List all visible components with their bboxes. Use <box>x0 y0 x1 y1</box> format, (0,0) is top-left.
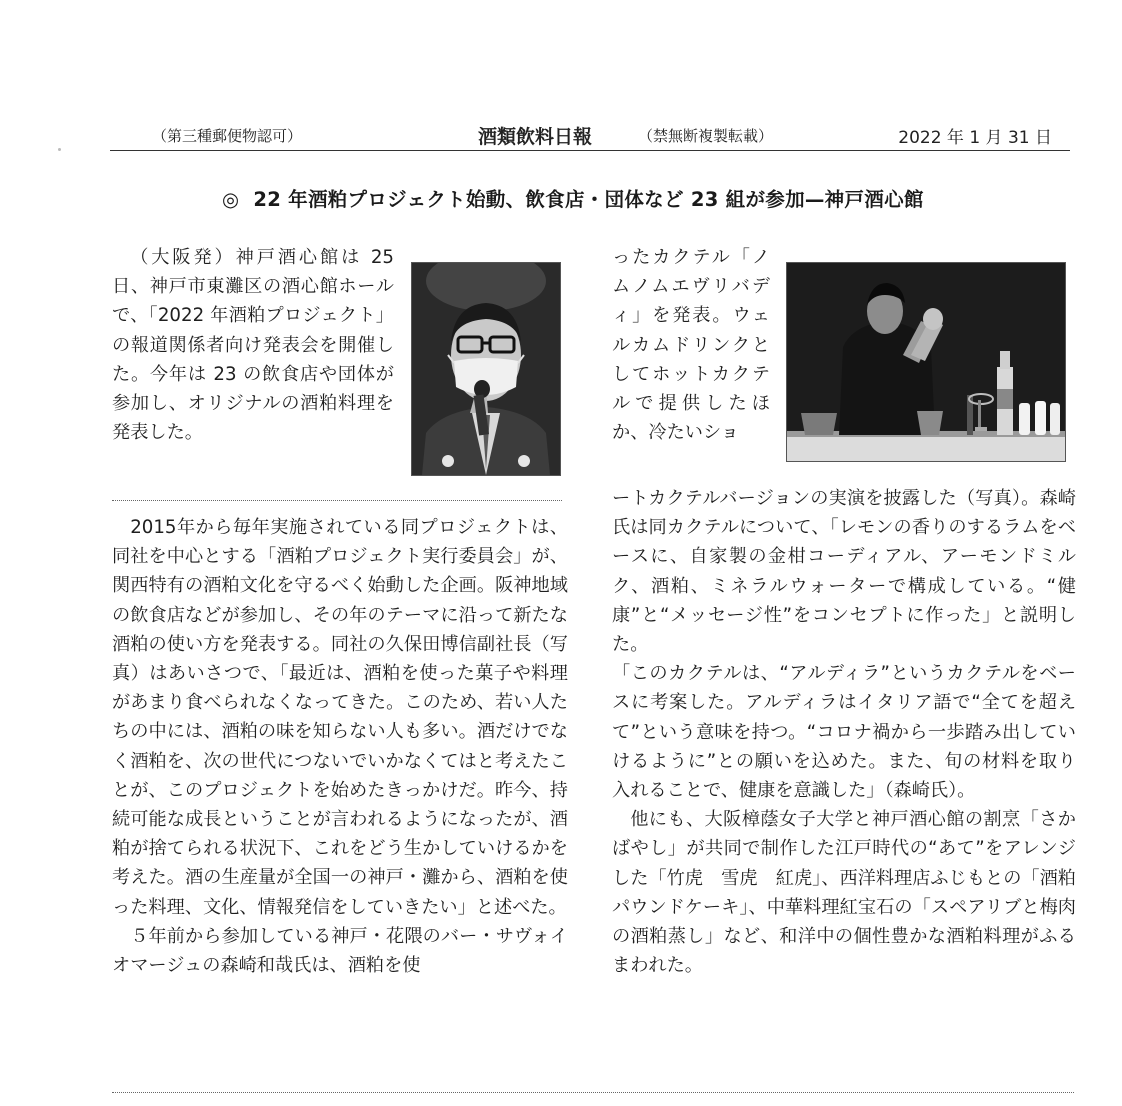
body-column-left <box>112 513 568 980</box>
bottom-divider <box>112 1092 1074 1093</box>
project-paragraph: 2015年から毎年実施されている同プロジェクトは、同社を中心とする「酒粕プロジェクト実行委員会」が、関西特有の酒粕文化を守るべく始動した企画。阪神地域の飲食店などが参加し、その年のテーマに沿って新たな酒粕の使い方を発表する。同社の久保田博信副社長（写真）はあいさつで、「最近は、酒粕を使った菓子や料理があまり食べられなくなってきた。このため、若い人たちの中には、酒粕の味を知らない人も多い。酒だけでなく酒粕を、次の世代につないでいかなくてはと考えたことが、このプロジェクトを始めたきっかけだ。昨今、持続可能な成長ということが言われるようになったが、酒粕が捨てられる状況下、これをどう生かしていけるかを考えた。酒の生産量が全国一の神戸・灘から、酒粕を使った料理、文化、情報発信をしていきたい」と述べた。 <box>112 517 568 918</box>
cocktail-paragraph-continued: ったカクテル「ノムノムエヴリバディ」を発表。ウェルカムドリンクとしてホットカクテルで提供したほか、冷たいショ <box>612 247 770 444</box>
lead-column <box>112 243 394 447</box>
header-rule <box>110 150 1070 151</box>
postal-approval-note: （第三種郵便物認可） <box>152 127 303 145</box>
scan-speck <box>58 148 61 151</box>
copyright-note: （禁無断複製転載） <box>638 127 774 145</box>
section-divider <box>112 500 562 501</box>
cocktail-paragraph-end: ートカクテルバージョンの実演を披露した（写真）。森崎氏は同カクテルについて、「レモンの香りのするラムをベースに、自家製の金柑コーディアル、アーモンドミルク、酒粕、ミネラルウォーターで構成している。“健康”と“メッセージ性”をコンセプトに作った」と説明した。 <box>612 488 1076 656</box>
newspaper-name: 酒類飲料日報 <box>478 126 593 148</box>
body-column-right <box>612 484 1076 980</box>
lead-paragraph: （大阪発）神戸酒心館は 25 日、神戸市東灘区の酒心館ホールで、「2022 年酒粕プロジェクト」の報道関係者向け発表会を開催した。今年は 23 の飲食店や団体が参加し、オリジナルの酒粕料理を発表した。 <box>112 247 394 444</box>
headline-text: 22 年酒粕プロジェクト始動、飲食店・団体など 23 組が参加—神戸酒心館 <box>253 188 924 211</box>
speaker-photo-illustration <box>412 263 560 475</box>
page-header <box>110 122 1070 152</box>
cocktail-column-top <box>612 243 770 447</box>
vice-president-photo <box>411 262 561 476</box>
article-headline <box>222 184 1072 212</box>
quote-paragraph: 「このカクテルは、“アルディラ”というカクテルをベースに考案した。アルディラはイタリア語で“全てを超えて”という意味を持つ。“コロナ禍から一歩踏み出していけるように”との願いを込めた。また、旬の材料を取り入れることで、健康を意識した」（森崎氏）。 <box>612 663 1076 802</box>
bartender-photo <box>786 262 1066 462</box>
other-dishes-paragraph: 他にも、大阪樟蔭女子大学と神戸酒心館の割烹「さかばやし」が共同で制作した江戸時代の“あて”をアレンジした「竹虎 雪虎 紅虎」、西洋料理店ふじもとの「酒粕パウンドケーキ」、中華料理紅宝石の「スペアリブと梅肉の酒粕蒸し」など、和洋中の個性豊かな酒粕料理がふるまわれた。 <box>612 809 1076 977</box>
headline-mark: ◎ <box>222 188 240 211</box>
issue-date: 2022 年 1 月 31 日 <box>898 128 1052 148</box>
cocktail-paragraph-start: ５年前から参加している神戸・花隈のバー・サヴォイオマージュの森崎和哉氏は、酒粕を使 <box>112 925 568 977</box>
bartender-photo-illustration <box>787 263 1065 461</box>
